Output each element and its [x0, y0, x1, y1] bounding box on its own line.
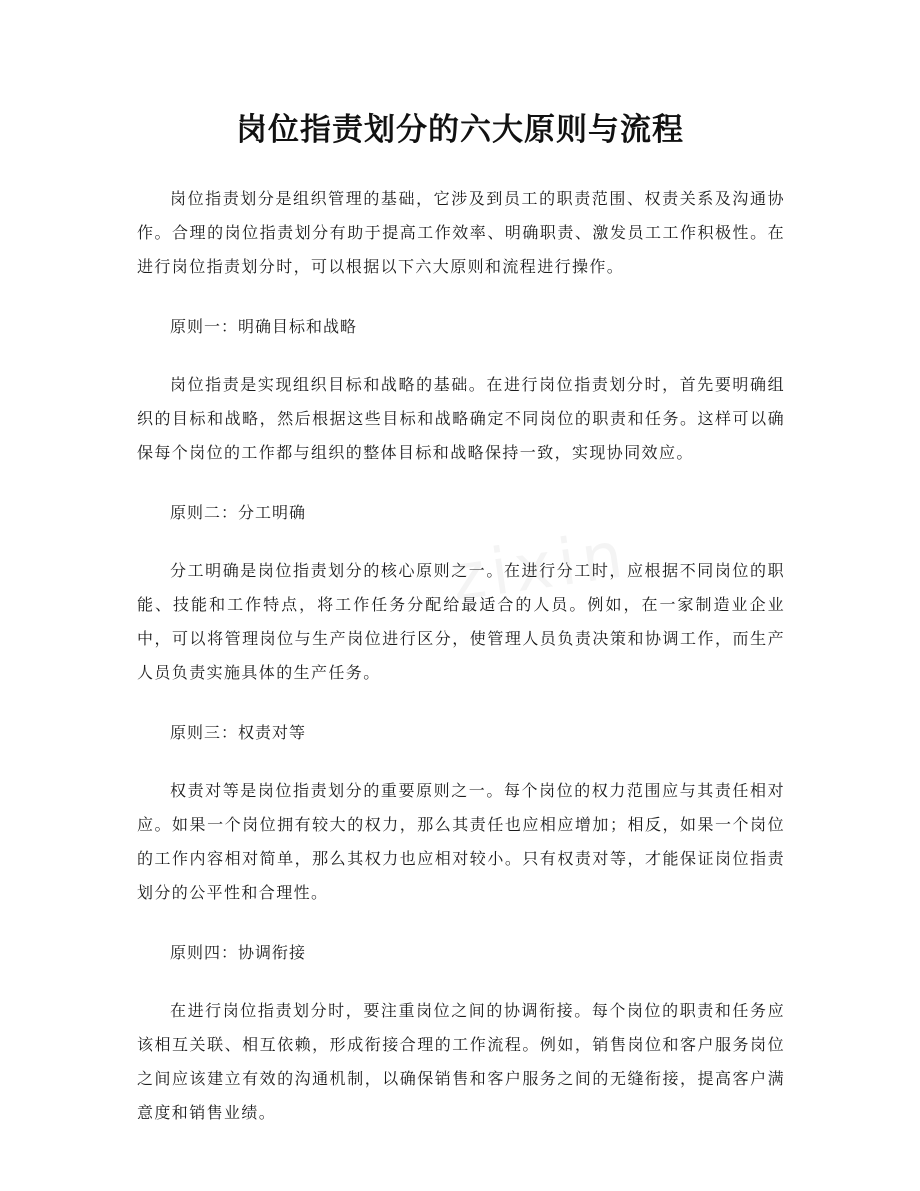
intro-paragraph: 岗位指责划分是组织管理的基础，它涉及到员工的职责范围、权责关系及沟通协作。合理的岗位指责划分有助于提高工作效率、明确职责、激发员工工作积极性。在进行岗位指责划分时，可以根据以下六大原则和流程进行操作。 — [137, 189, 785, 276]
section-heading-1: 原则一：明确目标和战略 — [170, 317, 358, 336]
section-body-2: 分工明确是岗位指责划分的核心原则之一。在进行分工时，应根据不同岗位的职能、技能和工作特点，将工作任务分配给最适合的人员。例如，在一家制造业企业中，可以将管理岗位与生产岗位进行区分，使管理人员负责决策和协调工作，而生产人员负责实施具体的生产任务。 — [137, 561, 785, 682]
section-heading-4: 原则四：协调衔接 — [170, 943, 307, 962]
page-title: 岗位指责划分的六大原则与流程 — [236, 112, 684, 148]
section-body-4: 在进行岗位指责划分时，要注重岗位之间的协调衔接。每个岗位的职责和任务应该相互关联、相互依赖，形成衔接合理的工作流程。例如，销售岗位和客户服务岗位之间应该建立有效的沟通机制，以确保销售和客户服务之间的无缝衔接，提高客户满意度和销售业绩。 — [137, 1001, 785, 1122]
section-heading-3: 原则三：权责对等 — [170, 723, 307, 742]
section-body-1: 岗位指责是实现组织目标和战略的基础。在进行岗位指责划分时，首先要明确组织的目标和战略，然后根据这些目标和战略确定不同岗位的职责和任务。这样可以确保每个岗位的工作都与组织的整体目标和战略保持一致，实现协同效应。 — [137, 375, 785, 462]
document-body — [137, 182, 785, 1156]
section-heading-2: 原则二：分工明确 — [170, 503, 307, 522]
section-body-3: 权责对等是岗位指责划分的重要原则之一。每个岗位的权力范围应与其责任相对应。如果一个岗位拥有较大的权力，那么其责任也应相应增加；相反，如果一个岗位的工作内容相对简单，那么其权力也应相对较小。只有权责对等，才能保证岗位指责划分的公平性和合理性。 — [137, 781, 785, 902]
